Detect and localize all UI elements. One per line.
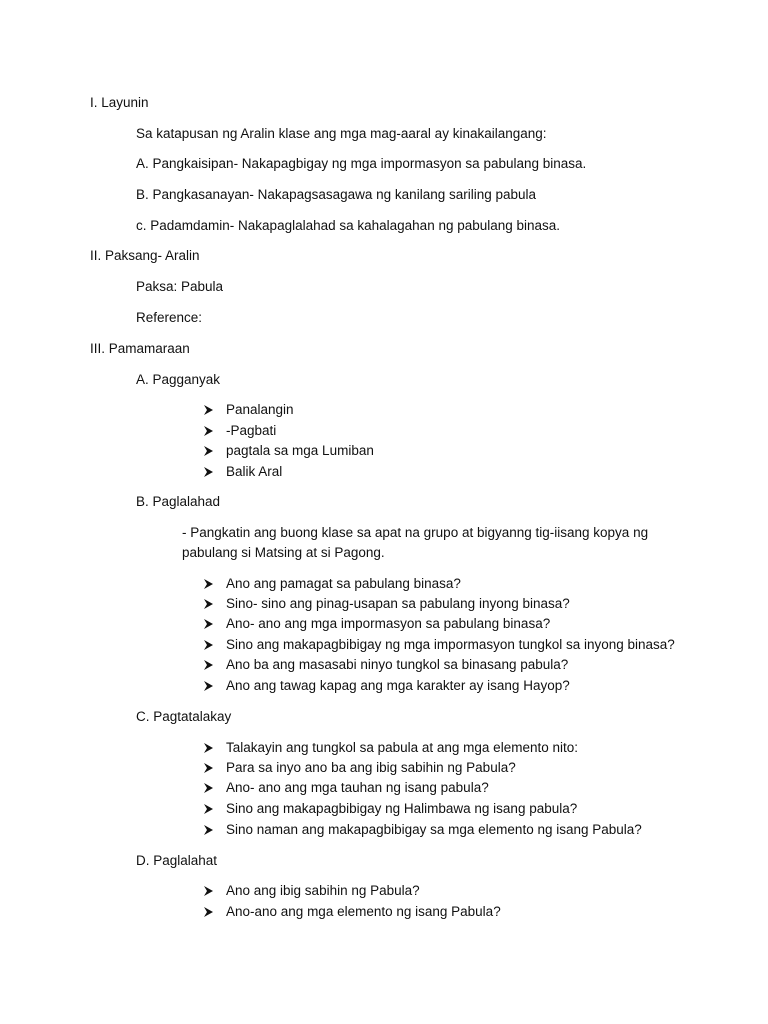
list-item-text: Sino ang makapagbibigay ng mga impormasyon tungkol sa inyong binasa? xyxy=(226,637,675,652)
subsection-heading-pagtatalakay: C. Pagtatalakay xyxy=(136,709,232,724)
list-item-text: Sino ang makapagbibigay ng Halimbawa ng isang pabula? xyxy=(226,801,578,816)
arrowhead-bullet-icon xyxy=(202,595,216,613)
arrowhead-bullet-icon xyxy=(202,677,216,695)
list-item-text: Para sa inyo ano ba ang ibig sabihin ng Pabula? xyxy=(226,760,516,775)
list-item-text: Ano ang ibig sabihin ng Pabula? xyxy=(226,883,420,898)
arrowhead-bullet-icon xyxy=(202,575,216,593)
reference-line: Reference: xyxy=(136,310,203,325)
paglalahad-paragraph-line: pabulang si Matsing at si Pagong. xyxy=(182,545,385,560)
section-heading-pamamaraan: III. Pamamaraan xyxy=(90,341,190,356)
arrowhead-bullet-icon xyxy=(202,422,216,440)
arrowhead-bullet-icon xyxy=(202,739,216,757)
arrowhead-bullet-icon xyxy=(202,463,216,481)
arrowhead-bullet-icon xyxy=(202,903,216,921)
list-item-text: Sino naman ang makapagbibigay sa mga elemento ng isang Pabula? xyxy=(226,822,642,837)
list-item-text: Ano ang tawag kapag ang mga karakter ay isang Hayop? xyxy=(226,678,570,693)
section-heading-paksang-aralin: II. Paksang- Aralin xyxy=(90,248,200,263)
arrowhead-bullet-icon xyxy=(202,656,216,674)
list-item-text: Sino- sino ang pinag-usapan sa pabulang inyong binasa? xyxy=(226,596,570,611)
section-heading-layunin: I. Layunin xyxy=(90,95,149,110)
subsection-heading-pagganyak: A. Pagganyak xyxy=(136,372,221,387)
paglalahad-paragraph-line: - Pangkatin ang buong klase sa apat na grupo at bigyanng tig-iisang kopya ng xyxy=(182,525,649,540)
list-item-text: Ano ang pamagat sa pabulang binasa? xyxy=(226,576,461,591)
list-item-text: Balik Aral xyxy=(226,464,283,479)
arrowhead-bullet-icon xyxy=(202,759,216,777)
arrowhead-bullet-icon xyxy=(202,615,216,633)
arrowhead-bullet-icon xyxy=(202,442,216,460)
arrowhead-bullet-icon xyxy=(202,882,216,900)
subsection-heading-paglalahad: B. Paglalahad xyxy=(136,494,221,509)
list-item-text: Ano-ano ang mga elemento ng isang Pabula? xyxy=(226,904,501,919)
layunin-item: c. Padamdamin- Nakapaglalahad sa kahalagahan ng pabulang binasa. xyxy=(136,218,561,233)
layunin-intro: Sa katapusan ng Aralin klase ang mga mag-aaral ay kinakailangang: xyxy=(136,126,547,141)
list-item-text: Ano- ano ang mga tauhan ng isang pabula? xyxy=(226,780,489,795)
arrowhead-bullet-icon xyxy=(202,636,216,654)
arrowhead-bullet-icon xyxy=(202,779,216,797)
list-item-text: Panalangin xyxy=(226,402,294,417)
paksa-line: Paksa: Pabula xyxy=(136,279,224,294)
list-item-text: Talakayin ang tungkol sa pabula at ang mga elemento nito: xyxy=(226,740,578,755)
layunin-item: B. Pangkasanayan- Nakapagsasagawa ng kanilang sariling pabula xyxy=(136,187,537,202)
list-item-text: Ano- ano ang mga impormasyon sa pabulang binasa? xyxy=(226,616,551,631)
arrowhead-bullet-icon xyxy=(202,821,216,839)
layunin-item: A. Pangkaisipan- Nakapagbigay ng mga impormasyon sa pabulang binasa. xyxy=(136,156,587,171)
list-item-text: Ano ba ang masasabi ninyo tungkol sa binasang pabula? xyxy=(226,657,569,672)
list-item-text: pagtala sa mga Lumiban xyxy=(226,443,374,458)
list-item-text: -Pagbati xyxy=(226,423,277,438)
arrowhead-bullet-icon xyxy=(202,401,216,419)
subsection-heading-paglalahat: D. Paglalahat xyxy=(136,853,218,868)
arrowhead-bullet-icon xyxy=(202,800,216,818)
